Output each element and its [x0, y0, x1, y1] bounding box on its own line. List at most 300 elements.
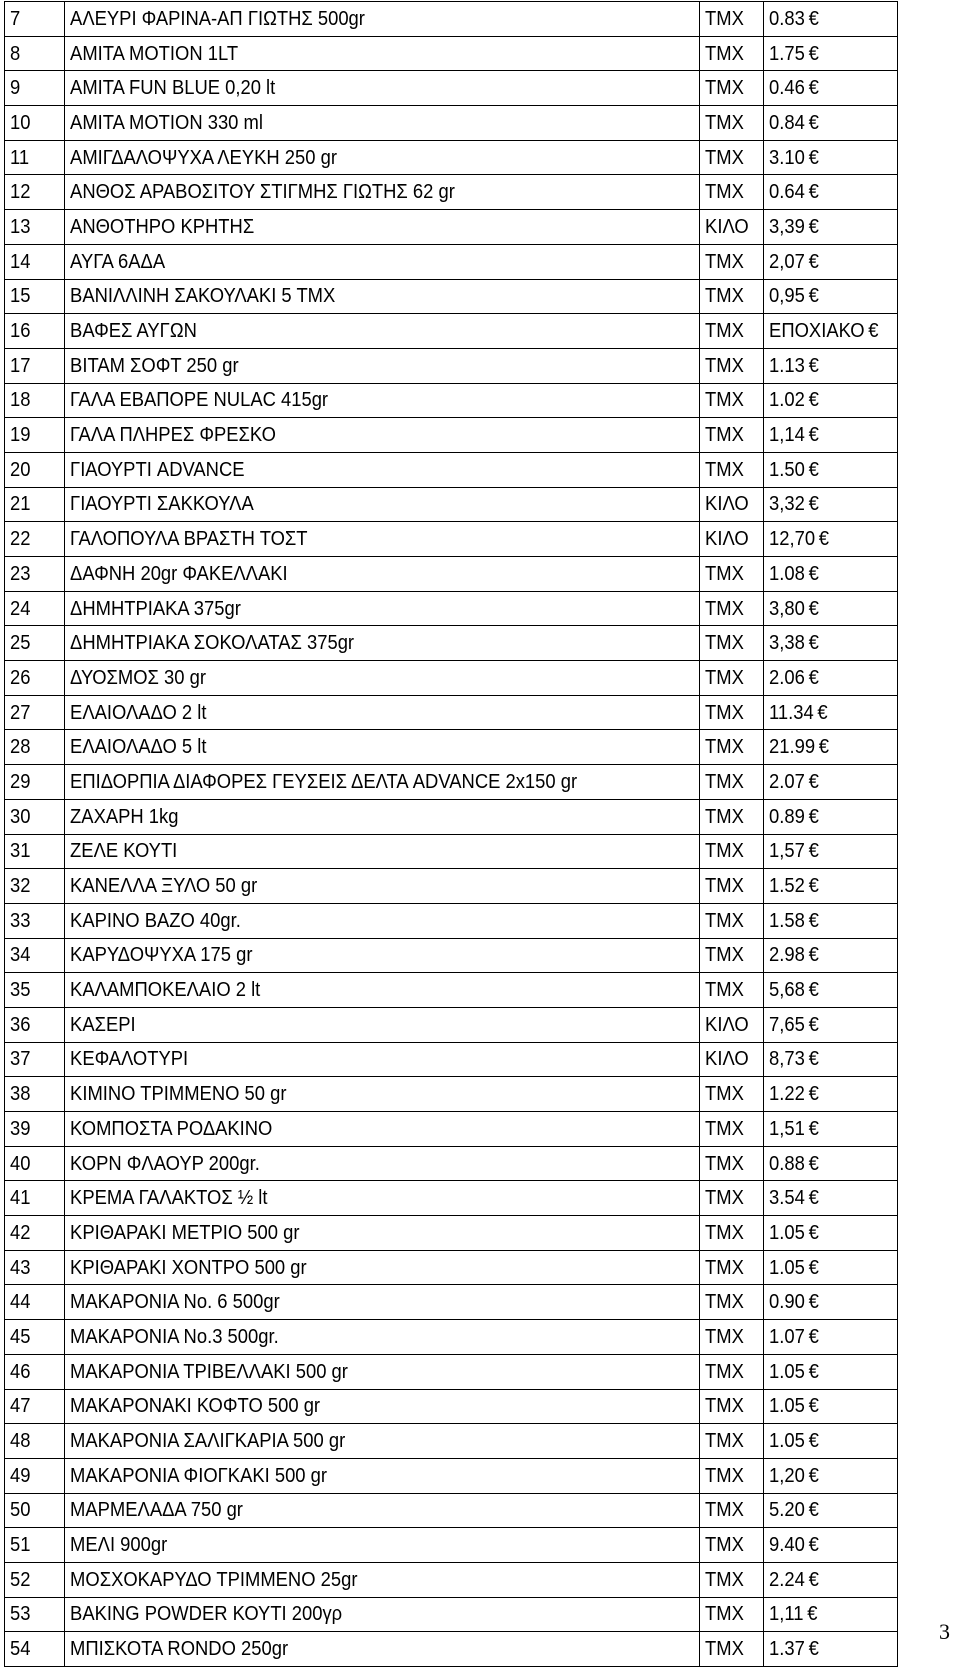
item-price-value: 3,39 [768, 215, 805, 238]
item-number-cell: 34 [5, 938, 60, 973]
table-row [5, 1216, 898, 1251]
item-description-cell: ΓΙΑΟΥΡΤΙ ADVANCE [65, 452, 649, 487]
item-unit-cell: ΤΜΧ [700, 834, 759, 869]
item-number-cell: 8 [5, 36, 60, 71]
item-unit-cell: ΤΜΧ [700, 626, 759, 661]
item-unit-cell: ΤΜΧ [700, 1112, 759, 1147]
item-unit-cell: ΤΜΧ [700, 175, 759, 210]
item-unit-cell: ΤΜΧ [700, 1250, 759, 1285]
item-number-cell: 28 [5, 730, 60, 765]
item-unit-cell: ΤΜΧ [700, 2, 759, 37]
item-unit-cell: ΤΜΧ [700, 1528, 759, 1563]
item-description-cell: ΜΟΣΧΟΚΑΡΥΔΟ ΤΡΙΜΜΕΝΟ 25gr [65, 1562, 649, 1597]
item-number-cell: 46 [5, 1354, 60, 1389]
item-price-value: 1.58 [768, 909, 805, 932]
euro-symbol: € [808, 493, 819, 516]
item-description-cell: ΖΑΧΑΡΗ 1kg [65, 799, 649, 834]
item-unit-cell: ΤΜΧ [700, 383, 759, 418]
euro-symbol: € [808, 805, 819, 828]
item-price-value: 1,20 [768, 1464, 805, 1487]
item-unit-cell: ΤΜΧ [700, 1216, 759, 1251]
item-price-cell [764, 140, 887, 175]
euro-symbol: € [808, 1568, 819, 1591]
item-price-cell [764, 1320, 887, 1355]
item-price-cell [764, 1458, 887, 1493]
item-unit-cell: ΚΙΛΟ [700, 522, 759, 557]
item-price-value: 0.88 [768, 1152, 805, 1175]
item-price-cell [764, 487, 887, 522]
item-description-cell: ΓΑΛΑ ΕΒΑΠΟΡΕ NULAC 415gr [65, 383, 649, 418]
item-price-value: 1,14 [768, 424, 805, 447]
item-number-cell: 21 [5, 487, 60, 522]
table-row [5, 522, 898, 557]
item-description-cell: ΕΛΑΙΟΛΑΔΟ 2 lt [65, 695, 649, 730]
item-number-cell: 27 [5, 695, 60, 730]
item-price-cell [764, 765, 887, 800]
table-row [5, 1424, 898, 1459]
item-price-value: 0.84 [768, 111, 805, 134]
item-description-cell: ΜΑΚΑΡΟΝΙΑ No. 6 500gr [65, 1285, 649, 1320]
page-number: 3 [939, 1619, 950, 1644]
item-price-cell [764, 522, 887, 557]
item-price-value: 0.46 [768, 77, 805, 100]
item-price-cell [764, 1042, 887, 1077]
item-description-cell: ΜΑΡΜΕΛΑΔΑ 750 gr [65, 1493, 649, 1528]
item-unit-cell: ΤΜΧ [700, 799, 759, 834]
item-number-cell: 49 [5, 1458, 60, 1493]
item-price-cell [764, 383, 887, 418]
item-price-cell [764, 557, 887, 592]
item-description-cell: ΚΑΛΑΜΠΟΚΕΛΑΙΟ 2 lt [65, 973, 649, 1008]
item-price-cell [764, 1077, 887, 1112]
euro-symbol: € [808, 1083, 819, 1106]
item-unit-cell: ΤΜΧ [700, 1458, 759, 1493]
table-row [5, 1597, 898, 1632]
euro-symbol: € [808, 285, 819, 308]
item-price-cell [764, 1597, 887, 1632]
euro-symbol: € [808, 597, 819, 620]
table-row [5, 1146, 898, 1181]
euro-symbol: € [808, 458, 819, 481]
item-unit-cell: ΤΜΧ [700, 452, 759, 487]
item-number-cell: 25 [5, 626, 60, 661]
euro-symbol: € [808, 1638, 819, 1661]
item-price-value: 2.07 [768, 770, 805, 793]
table-row [5, 557, 898, 592]
item-description-cell: ΒΙΤΑΜ ΣΟΦΤ 250 gr [65, 348, 649, 383]
euro-symbol: € [808, 1117, 819, 1140]
item-description-cell: ΑΜΙΤΑ MOTION 330 ml [65, 106, 649, 141]
table-row [5, 1632, 898, 1667]
euro-symbol: € [808, 1187, 819, 1210]
item-description-cell: ΓΑΛΟΠΟΥΛΑ ΒΡΑΣΤΗ ΤΟΣΤ [65, 522, 649, 557]
item-number-cell: 44 [5, 1285, 60, 1320]
euro-symbol: € [808, 1534, 819, 1557]
euro-symbol: € [808, 979, 819, 1002]
item-price-cell [764, 695, 887, 730]
item-price-value: 9.40 [768, 1534, 805, 1557]
item-description-cell: ΒΑΝΙΛΛΙΝΗ ΣΑΚΟΥΛΑΚΙ 5 ΤΜΧ [65, 279, 649, 314]
table-row [5, 1320, 898, 1355]
item-unit-cell: ΤΜΧ [700, 279, 759, 314]
item-description-cell: ΑΝΘΟΣ ΑΡΑΒΟΣΙΤΟΥ ΣΤΙΓΜΗΣ ΓΙΩΤΗΣ 62 gr [65, 175, 649, 210]
item-price-value: 0.64 [768, 181, 805, 204]
euro-symbol: € [808, 562, 819, 585]
item-price-cell [764, 279, 887, 314]
item-description-cell: ΚΟΜΠΟΣΤΑ ΡΟΔΑΚΙΝΟ [65, 1112, 649, 1147]
table-row [5, 903, 898, 938]
item-price-cell [764, 834, 887, 869]
item-description-cell: ΕΛΑΙΟΛΑΔΟ 5 lt [65, 730, 649, 765]
item-price-cell [764, 1528, 887, 1563]
item-price-value: 3,80 [768, 597, 805, 620]
euro-symbol: € [808, 1013, 819, 1036]
euro-symbol: € [808, 354, 819, 377]
item-price-value: 1.75 [768, 42, 805, 65]
item-number-cell: 43 [5, 1250, 60, 1285]
item-description-cell: ΕΠΙΔΟΡΠΙΑ ΔΙΑΦΟΡΕΣ ΓΕΥΣΕΙΣ ΔΕΛΤΑ ADVANCE 2x150 gr [65, 765, 649, 800]
item-number-cell: 13 [5, 210, 60, 245]
item-description-cell: ΔΗΜΗΤΡΙΑΚΑ ΣΟΚΟΛΑΤΑΣ 375gr [65, 626, 649, 661]
euro-symbol: € [818, 528, 829, 551]
euro-symbol: € [808, 1430, 819, 1453]
item-price-cell [764, 106, 887, 141]
item-price-cell [764, 244, 887, 279]
item-unit-cell: ΤΜΧ [700, 1285, 759, 1320]
item-unit-cell: ΤΜΧ [700, 869, 759, 904]
table-row [5, 1389, 898, 1424]
item-number-cell: 30 [5, 799, 60, 834]
euro-symbol: € [867, 320, 879, 343]
item-number-cell: 17 [5, 348, 60, 383]
item-price-value: 1.50 [768, 458, 805, 481]
item-number-cell: 19 [5, 418, 60, 453]
item-price-value: 1.05 [768, 1256, 805, 1279]
item-price-value: 1,51 [768, 1117, 805, 1140]
item-description-cell: ΚΕΦΑΛΟΤΥΡΙ [65, 1042, 649, 1077]
item-description-cell: ΑΥΓΑ 6ΑΔΑ [65, 244, 649, 279]
item-number-cell: 15 [5, 279, 60, 314]
item-unit-cell: ΤΜΧ [700, 903, 759, 938]
euro-symbol: € [808, 1048, 819, 1071]
item-price-cell [764, 1632, 887, 1667]
table-row [5, 71, 898, 106]
euro-symbol: € [808, 389, 819, 412]
item-unit-cell: ΤΜΧ [700, 106, 759, 141]
item-unit-cell: ΚΙΛΟ [700, 210, 759, 245]
item-description-cell: ΚΡΕΜΑ ΓΑΛΑΚΤΟΣ ½ lt [65, 1181, 649, 1216]
item-number-cell: 26 [5, 661, 60, 696]
item-number-cell: 50 [5, 1493, 60, 1528]
item-unit-cell: ΚΙΛΟ [700, 1007, 759, 1042]
item-description-cell: ΚΑΣΕΡΙ [65, 1007, 649, 1042]
item-number-cell: 23 [5, 557, 60, 592]
item-unit-cell: ΤΜΧ [700, 557, 759, 592]
item-price-value: 1.05 [768, 1430, 805, 1453]
item-price-value: 0.83 [768, 7, 805, 30]
table-row [5, 1528, 898, 1563]
item-price-value: 2.98 [768, 944, 805, 967]
item-unit-cell: ΤΜΧ [700, 1354, 759, 1389]
item-description-cell: ΚΑΝΕΛΛΑ ΞΥΛΟ 50 gr [65, 869, 649, 904]
item-price-value: 8,73 [768, 1048, 805, 1071]
item-number-cell: 53 [5, 1597, 60, 1632]
price-list-table [4, 1, 898, 1667]
item-price-cell [764, 314, 887, 349]
table-row [5, 175, 898, 210]
item-price-value: 1.05 [768, 1221, 805, 1244]
item-price-value: 1.02 [768, 389, 805, 412]
euro-symbol: € [808, 840, 819, 863]
item-number-cell: 16 [5, 314, 60, 349]
item-price-cell [764, 2, 887, 37]
item-unit-cell: ΤΜΧ [700, 1181, 759, 1216]
euro-symbol: € [808, 7, 819, 30]
item-unit-cell: ΤΜΧ [700, 348, 759, 383]
euro-symbol: € [816, 701, 828, 724]
item-description-cell: ΔΑΦΝΗ 20gr ΦΑΚΕΛΛΑΚΙ [65, 557, 649, 592]
item-price-cell [764, 1424, 887, 1459]
table-row [5, 591, 898, 626]
table-row [5, 1250, 898, 1285]
item-description-cell: ΑΜΙΓΔΑΛΟΨΥΧΑ ΛΕΥΚΗ 250 gr [65, 140, 649, 175]
table-row [5, 730, 898, 765]
item-unit-cell: ΤΜΧ [700, 661, 759, 696]
item-number-cell: 12 [5, 175, 60, 210]
euro-symbol: € [808, 146, 819, 169]
table-row [5, 626, 898, 661]
item-price-value: 3,32 [768, 493, 805, 516]
item-price-cell [764, 1007, 887, 1042]
euro-symbol: € [808, 215, 819, 238]
item-price-value: 1.05 [768, 1360, 805, 1383]
table-row [5, 314, 898, 349]
item-unit-cell: ΤΜΧ [700, 1632, 759, 1667]
item-price-value: 1.37 [768, 1638, 805, 1661]
item-number-cell: 39 [5, 1112, 60, 1147]
table-row [5, 36, 898, 71]
euro-symbol: € [808, 1464, 819, 1487]
item-price-cell [764, 1181, 887, 1216]
item-price-value: 3.10 [768, 146, 805, 169]
item-unit-cell: ΤΜΧ [700, 418, 759, 453]
item-price-value: 1.22 [768, 1083, 805, 1106]
item-price-value: 7,65 [768, 1013, 805, 1036]
table-row [5, 279, 898, 314]
item-price-value: ΕΠΟΧΙΑΚΟ [768, 320, 865, 343]
item-price-cell [764, 1146, 887, 1181]
item-number-cell: 32 [5, 869, 60, 904]
item-price-value: 0.89 [768, 805, 805, 828]
item-price-cell [764, 452, 887, 487]
table-row [5, 1112, 898, 1147]
item-price-cell [764, 1354, 887, 1389]
table-row [5, 418, 898, 453]
table-row [5, 1458, 898, 1493]
item-description-cell: ΔΥΟΣΜΟΣ 30 gr [65, 661, 649, 696]
item-unit-cell: ΤΜΧ [700, 1562, 759, 1597]
euro-symbol: € [808, 944, 819, 967]
item-number-cell: 47 [5, 1389, 60, 1424]
item-price-cell [764, 1493, 887, 1528]
euro-symbol: € [818, 736, 829, 759]
item-price-cell [764, 1112, 887, 1147]
item-price-value: 1.05 [768, 1395, 805, 1418]
item-description-cell: ΜΠΙΣΚΟΤΑ RONDO 250gr [65, 1632, 649, 1667]
item-description-cell: ΓΑΛΑ ΠΛΗΡΕΣ ΦΡΕΣΚΟ [65, 418, 649, 453]
item-description-cell: ΚΙΜΙΝΟ ΤΡΙΜΜΕΝΟ 50 gr [65, 1077, 649, 1112]
item-description-cell: ΜΑΚΑΡΟΝΙΑ ΦΙΟΓΚΑΚΙ 500 gr [65, 1458, 649, 1493]
table-row [5, 2, 898, 37]
item-price-value: 5.20 [768, 1499, 805, 1522]
item-number-cell: 54 [5, 1632, 60, 1667]
item-description-cell: ΑΝΘΟΤΗΡΟ ΚΡΗΤΗΣ [65, 210, 649, 245]
item-number-cell: 22 [5, 522, 60, 557]
euro-symbol: € [808, 909, 819, 932]
euro-symbol: € [808, 875, 819, 898]
item-price-value: 3,38 [768, 632, 805, 655]
table-row [5, 1285, 898, 1320]
item-price-cell [764, 1216, 887, 1251]
table-row [5, 487, 898, 522]
table-row [5, 244, 898, 279]
item-description-cell: ΑΜΙΤΑ FUN BLUE 0,20 lt [65, 71, 649, 106]
table-row [5, 973, 898, 1008]
item-price-cell [764, 730, 887, 765]
table-row [5, 661, 898, 696]
table-row [5, 695, 898, 730]
price-list-body [5, 2, 898, 1667]
euro-symbol: € [806, 1603, 817, 1626]
euro-symbol: € [808, 42, 819, 65]
item-description-cell: ΚΑΡΥΔΟΨΥΧΑ 175 gr [65, 938, 649, 973]
item-unit-cell: ΤΜΧ [700, 1424, 759, 1459]
item-unit-cell: ΤΜΧ [700, 1077, 759, 1112]
item-number-cell: 14 [5, 244, 60, 279]
item-unit-cell: ΤΜΧ [700, 695, 759, 730]
item-price-value: 1.08 [768, 562, 805, 585]
item-description-cell: ΒΑΦΕΣ ΑΥΓΩΝ [65, 314, 649, 349]
item-unit-cell: ΤΜΧ [700, 765, 759, 800]
table-row [5, 140, 898, 175]
item-unit-cell: ΚΙΛΟ [700, 487, 759, 522]
item-price-value: 1.07 [768, 1325, 805, 1348]
item-price-cell [764, 1250, 887, 1285]
item-description-cell: BAKING POWDER ΚΟΥΤΙ 200γρ [65, 1597, 649, 1632]
item-price-cell [764, 36, 887, 71]
item-description-cell: ΚΑΡΙΝΟ ΒΑΖΟ 40gr. [65, 903, 649, 938]
table-row [5, 383, 898, 418]
item-price-cell [764, 973, 887, 1008]
item-unit-cell: ΤΜΧ [700, 730, 759, 765]
euro-symbol: € [808, 632, 819, 655]
item-unit-cell: ΤΜΧ [700, 244, 759, 279]
item-unit-cell: ΤΜΧ [700, 591, 759, 626]
item-price-cell [764, 938, 887, 973]
item-number-cell: 51 [5, 1528, 60, 1563]
item-unit-cell: ΤΜΧ [700, 314, 759, 349]
item-price-value: 1,11 [768, 1603, 804, 1626]
euro-symbol: € [808, 181, 819, 204]
euro-symbol: € [808, 770, 819, 793]
item-description-cell: ΜΑΚΑΡΟΝΑΚΙ ΚΟΦΤΟ 500 gr [65, 1389, 649, 1424]
item-price-value: 1,57 [768, 840, 805, 863]
item-number-cell: 48 [5, 1424, 60, 1459]
table-row [5, 834, 898, 869]
table-row [5, 938, 898, 973]
euro-symbol: € [808, 1499, 819, 1522]
item-price-cell [764, 348, 887, 383]
table-row [5, 799, 898, 834]
item-number-cell: 20 [5, 452, 60, 487]
item-unit-cell: ΤΜΧ [700, 938, 759, 973]
table-row [5, 1007, 898, 1042]
euro-symbol: € [808, 1395, 819, 1418]
table-row [5, 1077, 898, 1112]
item-price-cell [764, 1389, 887, 1424]
item-price-cell [764, 799, 887, 834]
item-unit-cell: ΤΜΧ [700, 36, 759, 71]
euro-symbol: € [808, 1291, 819, 1314]
item-unit-cell: ΤΜΧ [700, 973, 759, 1008]
item-number-cell: 38 [5, 1077, 60, 1112]
item-number-cell: 7 [5, 2, 60, 37]
euro-symbol: € [808, 424, 819, 447]
item-description-cell: ΓΙΑΟΥΡΤΙ ΣΑΚΚΟΥΛΑ [65, 487, 649, 522]
table-row [5, 348, 898, 383]
item-price-cell [764, 418, 887, 453]
item-price-value: 11.34 [768, 701, 814, 724]
table-row [5, 452, 898, 487]
item-price-value: 2.06 [768, 666, 805, 689]
item-price-value: 2,07 [768, 250, 805, 273]
euro-symbol: € [808, 1152, 819, 1175]
item-price-cell [764, 71, 887, 106]
item-price-value: 21.99 [768, 736, 815, 759]
item-description-cell: ΜΑΚΑΡΟΝΙΑ No.3 500gr. [65, 1320, 649, 1355]
euro-symbol: € [808, 250, 819, 273]
euro-symbol: € [808, 111, 819, 134]
table-row [5, 106, 898, 141]
table-row [5, 1493, 898, 1528]
item-number-cell: 52 [5, 1562, 60, 1597]
item-price-value: 1.52 [768, 875, 805, 898]
item-number-cell: 41 [5, 1181, 60, 1216]
table-row [5, 210, 898, 245]
item-price-cell [764, 175, 887, 210]
item-price-value: 12,70 [768, 528, 815, 551]
item-description-cell: ΜΑΚΑΡΟΝΙΑ ΤΡΙΒΕΛΛΑΚΙ 500 gr [65, 1354, 649, 1389]
item-price-cell [764, 1562, 887, 1597]
item-number-cell: 37 [5, 1042, 60, 1077]
item-unit-cell: ΤΜΧ [700, 1389, 759, 1424]
item-unit-cell: ΤΜΧ [700, 1493, 759, 1528]
table-row [5, 1354, 898, 1389]
item-number-cell: 40 [5, 1146, 60, 1181]
item-price-cell [764, 903, 887, 938]
euro-symbol: € [808, 1256, 819, 1279]
item-number-cell: 9 [5, 71, 60, 106]
item-price-value: 3.54 [768, 1187, 805, 1210]
item-price-cell [764, 591, 887, 626]
item-number-cell: 24 [5, 591, 60, 626]
table-row [5, 1181, 898, 1216]
item-unit-cell: ΤΜΧ [700, 1597, 759, 1632]
item-price-cell [764, 210, 887, 245]
item-price-value: 5,68 [768, 979, 805, 1002]
table-row [5, 869, 898, 904]
item-price-value: 0,95 [768, 285, 805, 308]
